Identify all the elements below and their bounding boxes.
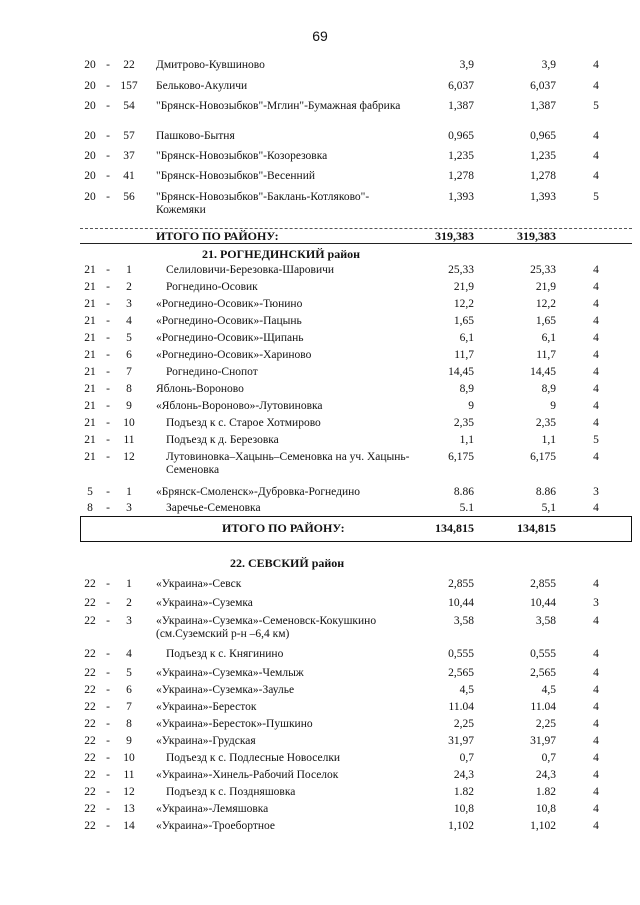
road-category: 4 xyxy=(593,752,599,764)
length-value: 2,855 xyxy=(530,578,556,590)
length-total: 3,9 xyxy=(459,59,474,71)
road-category: 4 xyxy=(593,578,599,590)
separator: - xyxy=(106,735,110,747)
road-category: 4 xyxy=(593,349,599,361)
length-total: 2,565 xyxy=(448,667,474,679)
road-category: 4 xyxy=(593,803,599,815)
road-category: 4 xyxy=(593,684,599,696)
length-value: 10,44 xyxy=(530,597,556,609)
road-category: 4 xyxy=(593,170,599,182)
district-number: 22 xyxy=(84,769,96,781)
length-value: 25,33 xyxy=(530,264,556,276)
road-number: 6 xyxy=(126,684,132,696)
road-category: 4 xyxy=(593,400,599,412)
road-number: 2 xyxy=(126,597,132,609)
length-value: 0,965 xyxy=(530,130,556,142)
road-name: «Рогнедино-Осовик»-Тюнино xyxy=(156,298,303,310)
road-number: 14 xyxy=(123,820,135,832)
length-total: 0,965 xyxy=(448,130,474,142)
road-number: 6 xyxy=(126,349,132,361)
length-total: 8.86 xyxy=(453,486,474,498)
road-name: "Брянск-Новозыбков"-Баклань-Котляково"-Кожемяки xyxy=(156,191,370,216)
district-number: 22 xyxy=(84,803,96,815)
separator: - xyxy=(106,752,110,764)
length-value: 1,65 xyxy=(535,315,556,327)
district-number: 20 xyxy=(84,170,96,182)
district-number: 22 xyxy=(84,648,96,660)
district-number: 21 xyxy=(84,434,96,446)
length-value: 2,565 xyxy=(530,667,556,679)
road-name: «Украина»-Суземка»-Заулье xyxy=(156,684,295,696)
total-value-2: 319,383 xyxy=(517,229,556,243)
road-name: Яблонь-Вороново xyxy=(156,383,244,395)
length-total: 1,102 xyxy=(448,820,474,832)
road-name: «Яблонь-Вороново»-Лутовиновка xyxy=(156,400,323,412)
length-total: 2,25 xyxy=(453,718,474,730)
separator: - xyxy=(106,400,110,412)
road-number: 4 xyxy=(126,315,132,327)
road-name: Подъезд к с. Старое Хотмирово xyxy=(166,417,321,429)
length-value: 11,7 xyxy=(536,349,556,361)
road-name: «Украина»-Севск xyxy=(156,578,242,590)
road-category: 4 xyxy=(593,315,599,327)
road-category: 4 xyxy=(593,735,599,747)
road-name: «Украина»-Суземка»-Семеновск-Кокушкино (см.Суземский р-н –6,4 км) xyxy=(156,615,377,640)
district-number: 22 xyxy=(84,684,96,696)
length-value: 6,037 xyxy=(530,80,556,92)
length-value: 3,58 xyxy=(535,615,556,627)
road-number: 7 xyxy=(126,366,132,378)
length-value: 1,393 xyxy=(530,191,556,203)
district-number: 21 xyxy=(84,281,96,293)
separator: - xyxy=(106,597,110,609)
road-number: 11 xyxy=(123,434,135,446)
road-number: 8 xyxy=(126,383,132,395)
separator: - xyxy=(106,100,110,112)
length-value: 2,25 xyxy=(535,718,556,730)
road-number: 54 xyxy=(123,100,135,112)
length-total: 1,387 xyxy=(448,100,474,112)
total-label: ИТОГО ПО РАЙОНУ: xyxy=(156,229,279,243)
length-total: 1,65 xyxy=(453,315,474,327)
length-value: 10,8 xyxy=(535,803,556,815)
district-number: 22 xyxy=(84,820,96,832)
road-name: «Украина»-Грудская xyxy=(156,735,256,747)
district-number: 21 xyxy=(84,332,96,344)
road-name: «Украина»-Суземка»-Чемлыж xyxy=(156,667,304,679)
length-value: 1,102 xyxy=(530,820,556,832)
road-category: 4 xyxy=(593,701,599,713)
road-name: «Брянск-Смоленск»-Дубровка-Рогнедино xyxy=(156,486,361,498)
road-category: 4 xyxy=(593,820,599,832)
road-name: Подъезд к с. Княгинино xyxy=(166,648,284,660)
district-number: 21 xyxy=(84,298,96,310)
length-value: 1,235 xyxy=(530,150,556,162)
length-value: 31,97 xyxy=(530,735,556,747)
district-number: 22 xyxy=(84,578,96,590)
length-total: 31,97 xyxy=(448,735,474,747)
length-total: 21,9 xyxy=(453,281,474,293)
separator: - xyxy=(106,803,110,815)
length-total: 1.82 xyxy=(453,786,474,798)
road-number: 1 xyxy=(126,264,132,276)
separator: - xyxy=(106,684,110,696)
road-number: 2 xyxy=(126,281,132,293)
road-number: 5 xyxy=(126,332,132,344)
road-number: 5 xyxy=(126,667,132,679)
separator: - xyxy=(106,150,110,162)
road-category: 5 xyxy=(593,100,599,112)
separator: - xyxy=(106,298,110,310)
separator: - xyxy=(106,130,110,142)
separator: - xyxy=(106,434,110,446)
district-number: 21 xyxy=(84,417,96,429)
road-number: 11 xyxy=(123,769,135,781)
separator: - xyxy=(106,332,110,344)
road-name: «Украина»-Хинель-Рабочий Поселок xyxy=(156,769,339,781)
district-number: 22 xyxy=(84,786,96,798)
separator: - xyxy=(106,615,110,627)
road-category: 3 xyxy=(593,597,599,609)
road-category: 4 xyxy=(593,332,599,344)
road-number: 157 xyxy=(120,80,138,92)
road-number: 7 xyxy=(126,701,132,713)
district-number: 22 xyxy=(84,752,96,764)
length-total: 1,278 xyxy=(448,170,474,182)
total-value-2: 134,815 xyxy=(517,521,556,535)
road-category: 4 xyxy=(593,264,599,276)
road-category: 4 xyxy=(593,281,599,293)
road-name: Селиловичи-Березовка-Шаровичи xyxy=(166,264,335,276)
road-number: 12 xyxy=(123,451,135,463)
length-total: 9 xyxy=(468,400,474,412)
separator: - xyxy=(106,769,110,781)
road-number: 10 xyxy=(123,417,135,429)
length-value: 3,9 xyxy=(541,59,556,71)
length-value: 0,555 xyxy=(530,648,556,660)
length-total: 11.04 xyxy=(448,701,474,713)
road-name: Рогнедино-Снопот xyxy=(166,366,258,378)
road-category: 4 xyxy=(593,502,599,514)
separator: - xyxy=(106,349,110,361)
length-total: 6,175 xyxy=(448,451,474,463)
district-number: 22 xyxy=(84,701,96,713)
district-number: 22 xyxy=(84,597,96,609)
road-category: 4 xyxy=(593,59,599,71)
road-name: Бельково-Акуличи xyxy=(156,80,248,92)
length-value: 14,45 xyxy=(530,366,556,378)
road-number: 57 xyxy=(123,130,135,142)
length-total: 1,1 xyxy=(459,434,474,446)
road-name: "Брянск-Новозыбков"-Весенний xyxy=(156,170,316,182)
length-value: 5,1 xyxy=(541,502,556,514)
road-name: «Рогнедино-Осовик»-Хариново xyxy=(156,349,312,361)
separator: - xyxy=(106,366,110,378)
length-value: 6,175 xyxy=(530,451,556,463)
road-number: 1 xyxy=(126,578,132,590)
road-category: 4 xyxy=(593,150,599,162)
divider xyxy=(80,243,632,244)
length-value: 9 xyxy=(550,400,556,412)
length-total: 2,35 xyxy=(453,417,474,429)
length-total: 0,555 xyxy=(448,648,474,660)
separator: - xyxy=(106,718,110,730)
length-value: 1.82 xyxy=(535,786,556,798)
separator: - xyxy=(106,820,110,832)
road-category: 4 xyxy=(593,786,599,798)
length-total: 6,1 xyxy=(459,332,474,344)
district-number: 20 xyxy=(84,80,96,92)
length-total: 14,45 xyxy=(448,366,474,378)
road-number: 9 xyxy=(126,735,132,747)
road-name: Подъезд к с. Подлесные Новоселки xyxy=(166,752,341,764)
length-value: 12,2 xyxy=(535,298,556,310)
road-number: 3 xyxy=(126,615,132,627)
district-number: 20 xyxy=(84,130,96,142)
length-value: 21,9 xyxy=(535,281,556,293)
length-total: 1,393 xyxy=(448,191,474,203)
district-number: 21 xyxy=(84,264,96,276)
district-number: 21 xyxy=(84,383,96,395)
length-total: 3,58 xyxy=(453,615,474,627)
length-total: 2,855 xyxy=(448,578,474,590)
road-name: Лутовиновка–Хацынь–Семеновка на уч. Хацынь- Семеновка xyxy=(166,451,410,476)
district-number: 22 xyxy=(84,615,96,627)
section-title: 21. РОГНЕДИНСКИЙ район xyxy=(202,247,361,261)
separator: - xyxy=(106,383,110,395)
road-category: 4 xyxy=(593,451,599,463)
length-value: 8,9 xyxy=(541,383,556,395)
length-value: 0,7 xyxy=(541,752,556,764)
length-value: 2,35 xyxy=(535,417,556,429)
district-number: 22 xyxy=(84,667,96,679)
separator: - xyxy=(106,667,110,679)
road-number: 22 xyxy=(123,59,135,71)
road-name: Подъезд к с. Поздняшовка xyxy=(166,786,296,798)
road-number: 12 xyxy=(123,786,135,798)
length-value: 1,1 xyxy=(541,434,556,446)
road-name: «Украина»-Троебортное xyxy=(156,820,276,832)
separator: - xyxy=(106,59,110,71)
separator: - xyxy=(106,701,110,713)
road-number: 4 xyxy=(126,648,132,660)
road-number: 9 xyxy=(126,400,132,412)
road-number: 10 xyxy=(123,752,135,764)
separator: - xyxy=(106,451,110,463)
road-name: Рогнедино-Осовик xyxy=(166,281,258,293)
district-number: 21 xyxy=(84,366,96,378)
road-name: «Украина»-Суземка xyxy=(156,597,253,609)
district-number: 20 xyxy=(84,59,96,71)
length-total: 10,8 xyxy=(453,803,474,815)
road-number: 3 xyxy=(126,502,132,514)
road-category: 3 xyxy=(593,486,599,498)
district-number: 22 xyxy=(84,735,96,747)
road-name: «Рогнедино-Осовик»-Щипань xyxy=(156,332,304,344)
district-number: 20 xyxy=(84,100,96,112)
road-name: «Украина»-Бересток xyxy=(156,701,257,713)
length-value: 24,3 xyxy=(535,769,556,781)
district-number: 21 xyxy=(84,315,96,327)
length-total: 5.1 xyxy=(459,502,474,514)
length-total: 25,33 xyxy=(448,264,474,276)
separator: - xyxy=(106,315,110,327)
length-value: 1,387 xyxy=(530,100,556,112)
district-number: 22 xyxy=(84,718,96,730)
length-total: 1,235 xyxy=(448,150,474,162)
road-name: "Брянск-Новозыбков"-Козорезовка xyxy=(156,150,328,162)
road-number: 8 xyxy=(126,718,132,730)
road-number: 56 xyxy=(123,191,135,203)
road-number: 13 xyxy=(123,803,135,815)
road-category: 5 xyxy=(593,191,599,203)
total-value-1: 319,383 xyxy=(435,229,474,243)
separator: - xyxy=(106,502,110,514)
section-title: 22. СЕВСКИЙ район xyxy=(230,556,345,570)
total-value-1: 134,815 xyxy=(435,521,474,535)
length-total: 10,44 xyxy=(448,597,474,609)
length-total: 24,3 xyxy=(453,769,474,781)
district-number: 21 xyxy=(84,400,96,412)
road-number: 1 xyxy=(126,486,132,498)
separator: - xyxy=(106,191,110,203)
length-value: 11.04 xyxy=(530,701,556,713)
district-number: 8 xyxy=(87,502,93,514)
separator: - xyxy=(106,417,110,429)
length-value: 4,5 xyxy=(541,684,556,696)
road-name: "Брянск-Новозыбков"-Мглин"-Бумажная фабрика xyxy=(156,100,401,112)
road-number: 3 xyxy=(126,298,132,310)
separator: - xyxy=(106,281,110,293)
road-category: 4 xyxy=(593,615,599,627)
length-total: 8,9 xyxy=(459,383,474,395)
length-total: 0,7 xyxy=(459,752,474,764)
road-name: «Украина»-Бересток»-Пушкино xyxy=(156,718,313,730)
separator: - xyxy=(106,486,110,498)
length-total: 12,2 xyxy=(453,298,474,310)
road-name: Дмитрово-Кувшиново xyxy=(156,59,265,71)
road-category: 4 xyxy=(593,366,599,378)
district-number: 20 xyxy=(84,191,96,203)
road-name: Заречье-Семеновка xyxy=(166,502,261,514)
road-category: 4 xyxy=(593,80,599,92)
separator: - xyxy=(106,170,110,182)
length-value: 8.86 xyxy=(535,486,556,498)
road-category: 5 xyxy=(593,434,599,446)
district-number: 21 xyxy=(84,349,96,361)
length-total: 6,037 xyxy=(448,80,474,92)
district-number: 21 xyxy=(84,451,96,463)
length-total: 11,7 xyxy=(454,349,474,361)
length-value: 6,1 xyxy=(541,332,556,344)
length-value: 1,278 xyxy=(530,170,556,182)
separator: - xyxy=(106,786,110,798)
road-category: 4 xyxy=(593,130,599,142)
road-name: «Рогнедино-Осовик»-Пацынь xyxy=(156,315,302,327)
road-category: 4 xyxy=(593,718,599,730)
road-category: 4 xyxy=(593,383,599,395)
road-number: 37 xyxy=(123,150,135,162)
separator: - xyxy=(106,578,110,590)
road-name: «Украина»-Лемяшовка xyxy=(156,803,269,815)
district-number: 5 xyxy=(87,486,93,498)
separator: - xyxy=(106,80,110,92)
district-number: 20 xyxy=(84,150,96,162)
road-name: Подъезд к д. Березовка xyxy=(166,434,279,446)
page-number: 69 xyxy=(312,28,328,44)
total-label: ИТОГО ПО РАЙОНУ: xyxy=(222,521,345,535)
road-category: 4 xyxy=(593,648,599,660)
separator: - xyxy=(106,648,110,660)
separator: - xyxy=(106,264,110,276)
road-name: Пашково-Бытня xyxy=(156,130,235,142)
road-number: 41 xyxy=(123,170,135,182)
road-category: 4 xyxy=(593,769,599,781)
road-category: 4 xyxy=(593,417,599,429)
length-total: 4,5 xyxy=(459,684,474,696)
road-category: 4 xyxy=(593,298,599,310)
road-category: 4 xyxy=(593,667,599,679)
